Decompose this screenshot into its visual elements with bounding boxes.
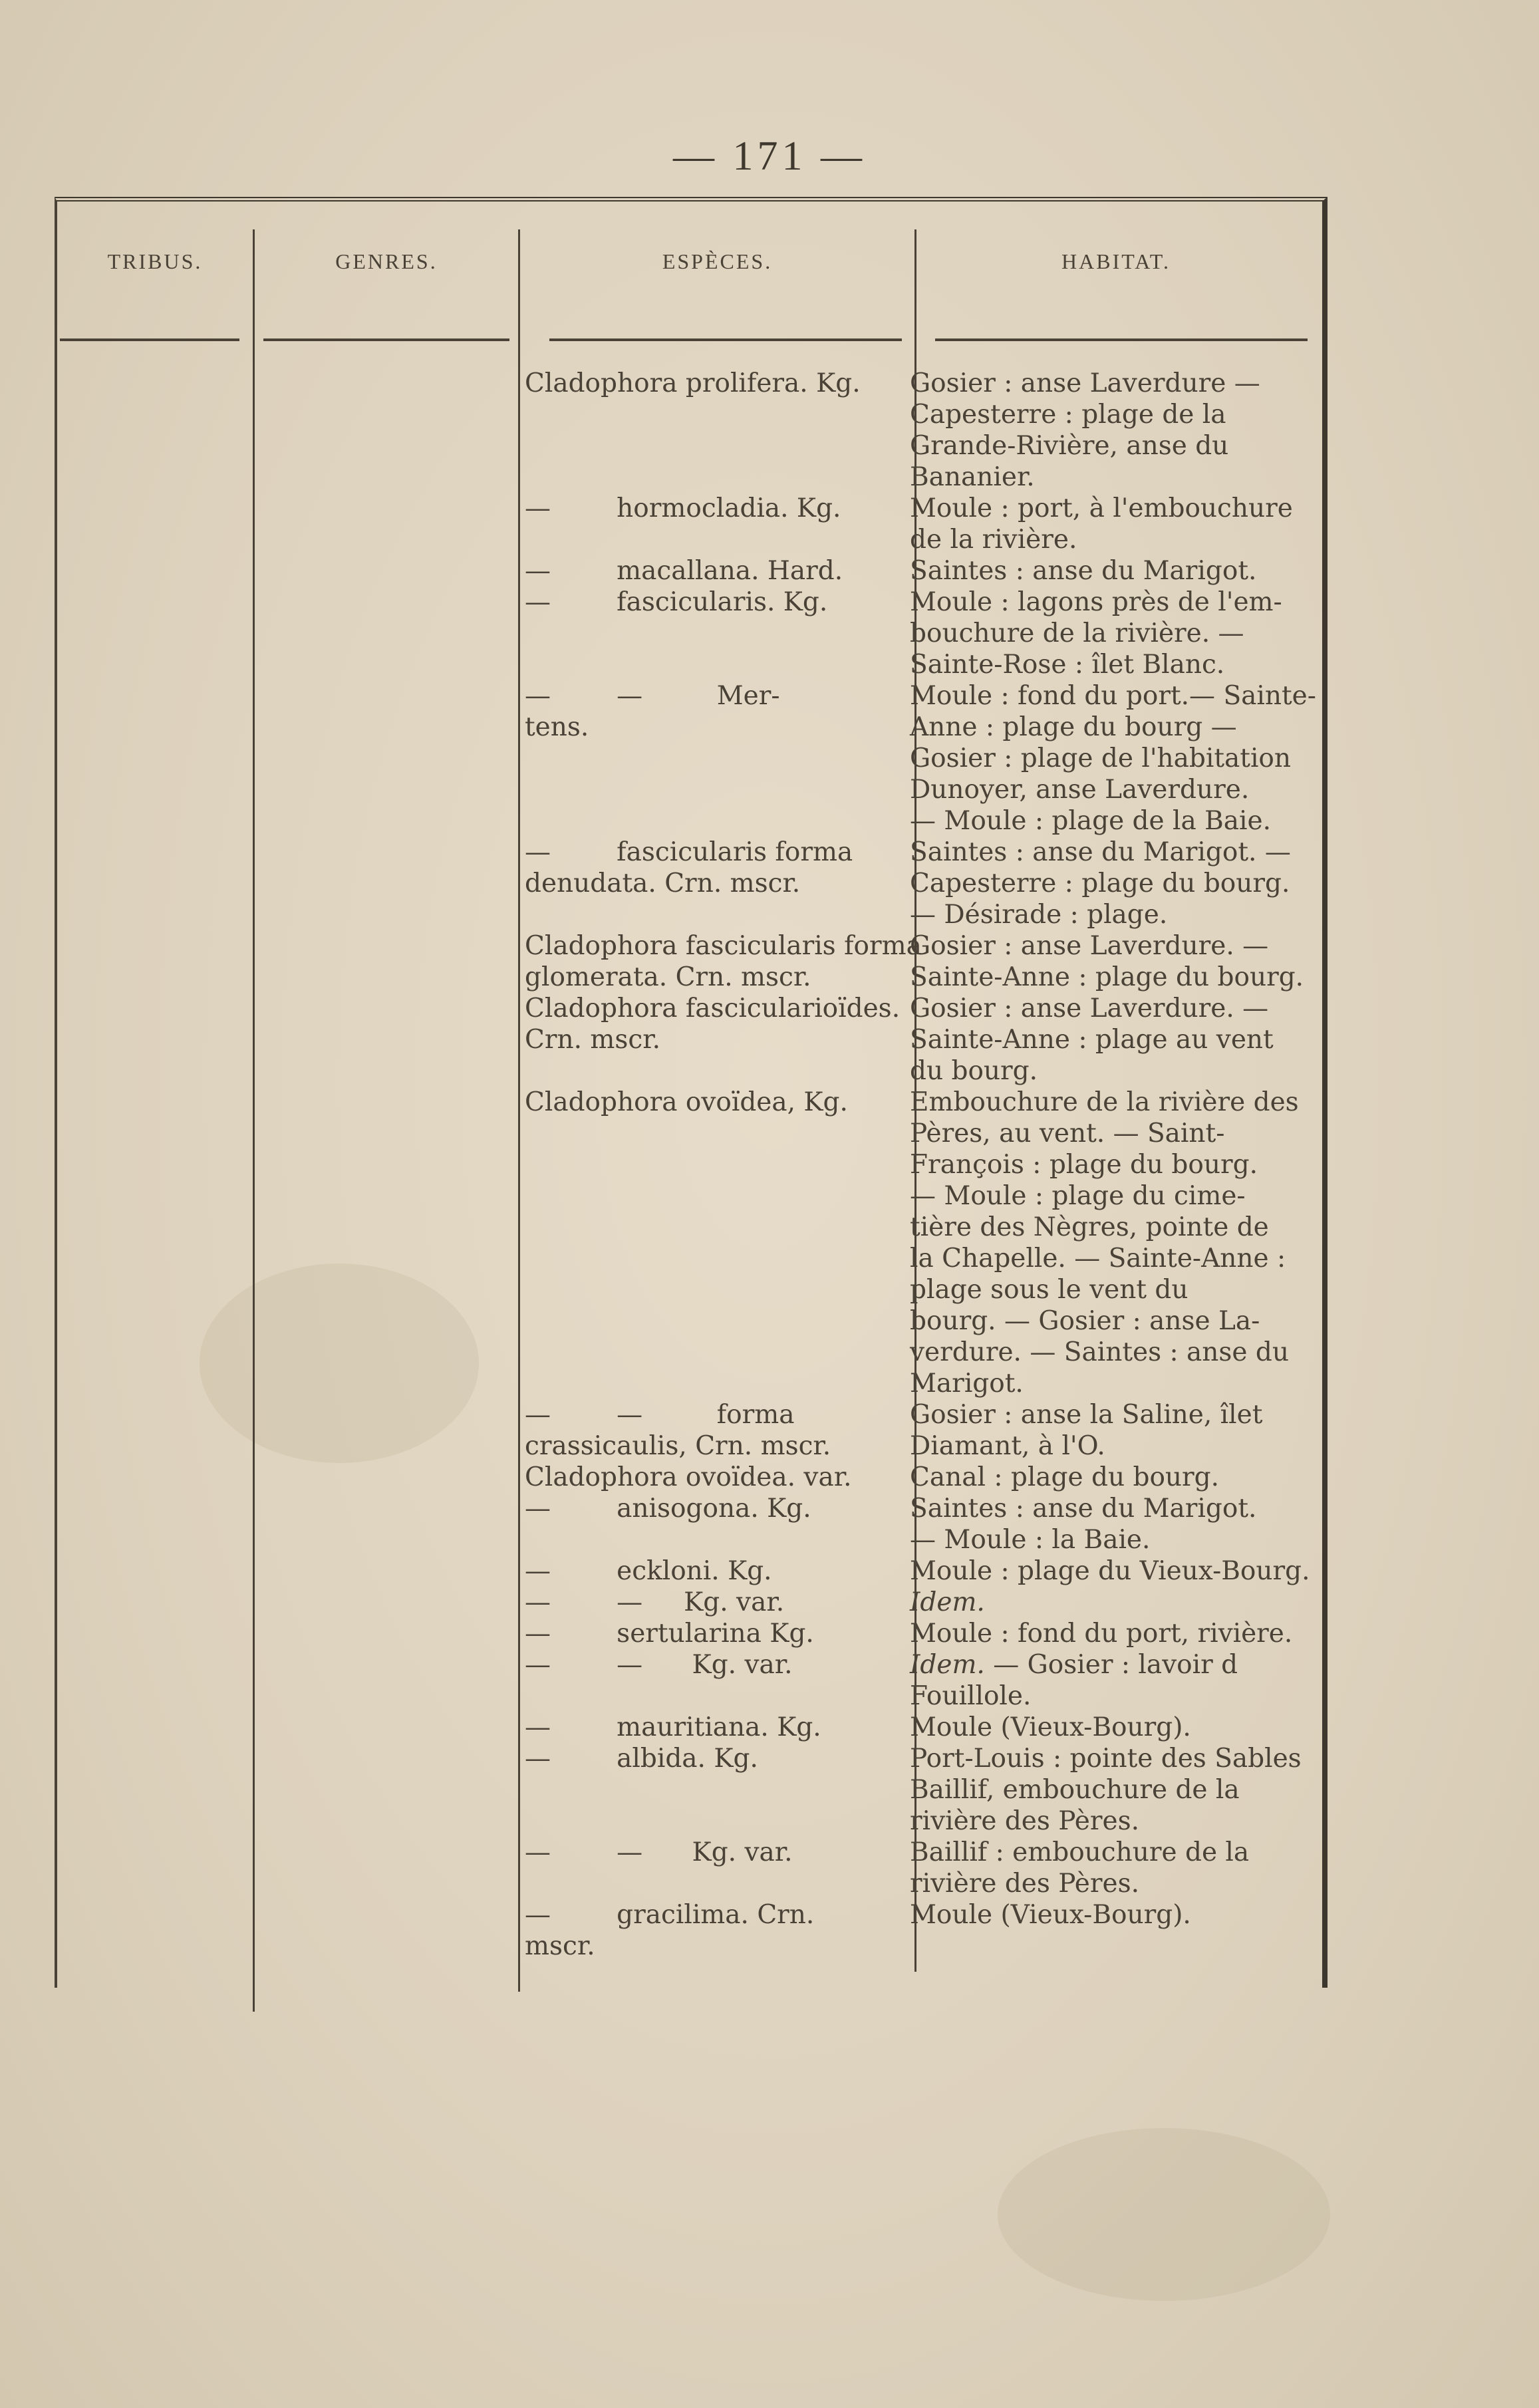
habitat-line: — Désirade : plage. — [910, 900, 1168, 930]
espece-cell — [521, 1587, 903, 1618]
espece-line: — fascicularis forma — [525, 837, 853, 867]
espece-line: crassicaulis, Crn. mscr. — [525, 1431, 831, 1461]
habitat-line: tière des Nègres, pointe de — [910, 1212, 1269, 1242]
espece-cell — [521, 837, 903, 930]
habitat-table — [55, 197, 1328, 1988]
habitat-line: Saintes : anse du Marigot. — [910, 1494, 1257, 1524]
espece-line: — anisogona. Kg. — [525, 1494, 811, 1524]
table-row — [57, 680, 1322, 837]
habitat-cell — [903, 368, 1286, 493]
espece-cell — [521, 493, 903, 555]
header-tribus: TRIBUS. — [107, 249, 203, 273]
habitat-line: Gosier : plage de l'habitation — [910, 743, 1292, 773]
header-genres: GENRES. — [335, 249, 438, 273]
habitat-line: Dunoyer, anse Laverdure. — [910, 775, 1250, 805]
espece-line: — mauritiana. Kg. — [525, 1712, 821, 1742]
habitat-line: Capesterre : plage du bourg. — [910, 869, 1290, 898]
table-row — [57, 587, 1322, 680]
header-underline — [935, 338, 1308, 341]
habitat-line: Idem. — [910, 1587, 985, 1617]
table-row — [57, 1837, 1322, 1899]
habitat-line: Moule : lagons près de l'em- — [910, 587, 1282, 617]
habitat-line: Canal : plage du bourg. — [910, 1462, 1220, 1492]
table-row — [57, 993, 1322, 1087]
page-number: — 171 — — [673, 134, 866, 179]
espece-line: — hormocladia. Kg. — [525, 493, 841, 523]
habitat-line: rivière des Pères. — [910, 1806, 1139, 1836]
espece-line: — — Mer- — [525, 681, 780, 711]
espece-cell — [521, 1899, 903, 1962]
espece-cell — [521, 1743, 903, 1837]
table-row — [57, 1087, 1322, 1399]
habitat-cell — [903, 837, 1291, 930]
habitat-line: Gosier : anse Laverdure — — [910, 368, 1260, 398]
habitat-cell — [903, 1618, 1293, 1649]
espece-line: Cladophora fascicularis forma — [525, 931, 922, 961]
table-row — [57, 837, 1322, 930]
espece-line: — macallana. Hard. — [525, 556, 843, 586]
habitat-cell — [903, 680, 1316, 837]
table-row — [57, 1618, 1322, 1649]
table-row — [57, 1399, 1322, 1462]
habitat-line: Marigot. — [910, 1369, 1024, 1399]
header-underline — [549, 338, 902, 341]
habitat-line: Gosier : anse Laverdure. — — [910, 994, 1269, 1023]
habitat-cell — [903, 587, 1286, 680]
habitat-line: Moule : fond du port, rivière. — [910, 1619, 1293, 1649]
habitat-line: bouchure de la rivière. — — [910, 618, 1244, 648]
habitat-line: Bananier. — [910, 462, 1035, 492]
habitat-line: Anne : plage du bourg — — [910, 712, 1237, 742]
habitat-cell — [903, 493, 1293, 555]
habitat-line: — Moule : plage de la Baie. — [910, 806, 1271, 836]
habitat-line: plage sous le vent du — [910, 1275, 1189, 1305]
habitat-cell — [903, 1555, 1310, 1587]
espece-line: Crn. mscr. — [525, 1025, 660, 1055]
espece-line: Cladophora fascicularioïdes. — [525, 994, 901, 1023]
header-underline — [263, 338, 509, 341]
table-row — [57, 1649, 1322, 1712]
espece-line: — albida. Kg. — [525, 1744, 758, 1774]
espece-cell — [521, 1399, 903, 1462]
table-row — [57, 930, 1322, 993]
espece-cell — [521, 680, 903, 837]
espece-line: — — Kg. var. — [525, 1650, 793, 1680]
espece-cell — [521, 1618, 903, 1649]
habitat-cell — [903, 1462, 1286, 1493]
habitat-line: Sainte-Anne : plage au vent — [910, 1025, 1274, 1055]
espece-cell — [521, 1493, 903, 1555]
habitat-line: du bourg. — [910, 1056, 1038, 1086]
espece-cell — [521, 587, 903, 680]
table-row — [57, 1493, 1322, 1555]
table-body — [57, 368, 1322, 1962]
table-row — [57, 1899, 1322, 1962]
espece-line: Cladophora ovoïdea, Kg. — [525, 1087, 848, 1117]
espece-cell — [521, 1555, 903, 1587]
habitat-cell — [903, 1899, 1286, 1962]
espece-line: — — forma — [525, 1400, 795, 1430]
header-especes: ESPÈCES. — [662, 249, 773, 273]
espece-line: — eckloni. Kg. — [525, 1556, 772, 1586]
habitat-line: bourg. — Gosier : anse La- — [910, 1306, 1260, 1336]
espece-cell — [521, 1462, 903, 1493]
habitat-line: Fouillole. — [910, 1681, 1032, 1711]
habitat-line: Moule : plage du Vieux-Bourg. — [910, 1556, 1310, 1586]
table-row — [57, 1587, 1322, 1618]
habitat-cell — [903, 1712, 1286, 1743]
habitat-line: Capesterre : plage de la — [910, 400, 1226, 430]
habitat-line: de la rivière. — [910, 525, 1077, 555]
habitat-line: Moule (Vieux-Bourg). — [910, 1900, 1191, 1930]
habitat-line: verdure. — Saintes : anse du — [910, 1337, 1289, 1367]
habitat-line: Grande-Rivière, anse du — [910, 431, 1229, 461]
espece-cell — [521, 1649, 903, 1712]
habitat-line: Baillif, embouchure de la — [910, 1775, 1240, 1805]
habitat-line: Baillif : embouchure de la — [910, 1837, 1250, 1867]
habitat-line: Saintes : anse du Marigot. — — [910, 837, 1291, 867]
espece-line: mscr. — [525, 1931, 595, 1961]
habitat-cell — [903, 1399, 1286, 1462]
habitat-line: — Moule : la Baie. — [910, 1525, 1151, 1555]
habitat-cell — [903, 930, 1304, 993]
habitat-cell — [903, 1649, 1286, 1712]
header-habitat: HABITAT. — [1061, 249, 1171, 273]
espece-line: Cladophora prolifera. Kg. — [525, 368, 861, 398]
habitat-line: — Moule : plage du cime- — [910, 1181, 1246, 1211]
habitat-line: Diamant, à l'O. — [910, 1431, 1105, 1461]
espece-line: — — Kg. var. — [525, 1587, 785, 1617]
habitat-cell — [903, 1493, 1286, 1555]
espece-line: glomerata. Crn. mscr. — [525, 962, 811, 992]
espece-cell — [521, 1712, 903, 1743]
espece-line: — gracilima. Crn. — [525, 1900, 815, 1930]
table-row — [57, 1743, 1322, 1837]
table-row — [57, 368, 1322, 493]
habitat-line: Moule : port, à l'embouchure — [910, 493, 1293, 523]
espece-cell — [521, 930, 922, 993]
espece-cell — [521, 555, 903, 587]
table-row — [57, 1712, 1322, 1743]
espece-line: — sertularina Kg. — [525, 1619, 814, 1649]
habitat-line: Moule (Vieux-Bourg). — [910, 1712, 1191, 1742]
espece-cell — [521, 1837, 903, 1899]
habitat-cell — [903, 993, 1286, 1087]
habitat-cell — [903, 555, 1286, 587]
table-row — [57, 493, 1322, 555]
table-row — [57, 1555, 1322, 1587]
habitat-line: Embouchure de la rivière des — [910, 1087, 1299, 1117]
habitat-line: la Chapelle. — Sainte-Anne : — [910, 1244, 1286, 1273]
habitat-line: Gosier : anse Laverdure. — — [910, 931, 1269, 961]
espece-line: — fascicularis. Kg. — [525, 587, 828, 617]
espece-cell — [521, 368, 903, 493]
espece-line: denudata. Crn. mscr. — [525, 869, 801, 898]
habitat-cell — [903, 1587, 1286, 1618]
espece-cell — [521, 1087, 903, 1399]
habitat-line: Gosier : anse la Saline, îlet — [910, 1400, 1263, 1430]
habitat-cell — [903, 1837, 1286, 1899]
habitat-line: Moule : fond du port.— Sainte- — [910, 681, 1316, 711]
espece-line: Cladophora ovoïdea. var. — [525, 1462, 852, 1492]
header-underline — [60, 338, 239, 341]
espece-cell — [521, 993, 903, 1087]
espece-line: — — Kg. var. — [525, 1837, 793, 1867]
habitat-line: Sainte-Rose : îlet Blanc. — [910, 650, 1225, 680]
habitat-line: Saintes : anse du Marigot. — [910, 556, 1257, 586]
habitat-line: rivière des Pères. — [910, 1869, 1139, 1899]
habitat-line: François : plage du bourg. — [910, 1150, 1258, 1180]
habitat-line: Idem. — Gosier : lavoir d — [910, 1650, 1238, 1680]
table-row — [57, 1462, 1322, 1493]
espece-line: tens. — [525, 712, 589, 742]
table-row — [57, 555, 1322, 587]
paper-stain — [998, 2128, 1330, 2301]
habitat-line: Port-Louis : pointe des Sables — [910, 1744, 1302, 1774]
habitat-cell — [903, 1743, 1302, 1837]
habitat-cell — [903, 1087, 1299, 1399]
habitat-line: Sainte-Anne : plage du bourg. — [910, 962, 1304, 992]
habitat-line: Pères, au vent. — Saint- — [910, 1119, 1225, 1148]
